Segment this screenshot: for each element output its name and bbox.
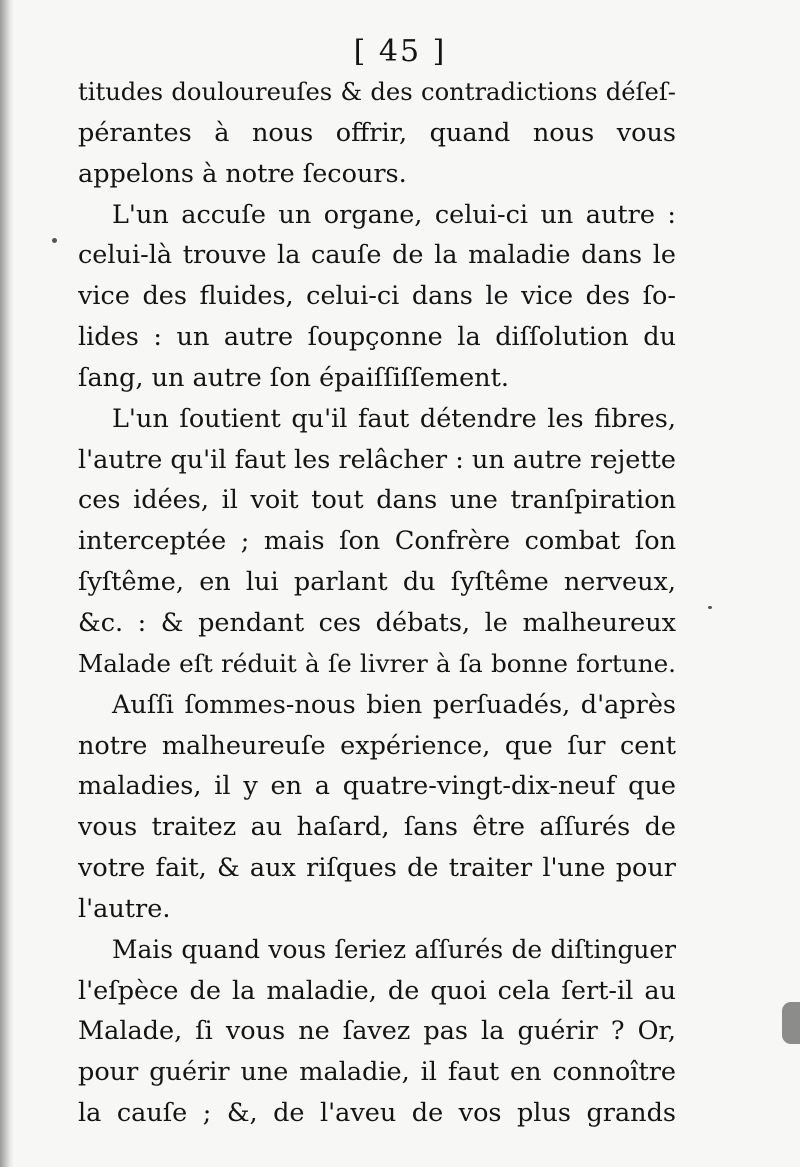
text-line: Auſſi ſommes-nous bien perſuadés, d'après xyxy=(112,689,676,720)
text-line: notre malheureuſe expérience, que ſur cent xyxy=(78,730,676,761)
body-text xyxy=(78,72,676,1134)
page-gutter-shadow xyxy=(0,0,14,1167)
text-line: maladies, il y en a quatre-vingt-dix-neuf que xyxy=(78,771,676,802)
ink-speck xyxy=(708,606,712,609)
text-line: L'un ſoutient qu'il faut détendre les fibres, xyxy=(112,403,676,434)
text-line: ſyſtême, en lui parlant du ſyſtême nerveux, xyxy=(78,567,676,598)
page-number: [ 45 ] xyxy=(353,34,447,69)
text-line: celui-là trouve la cauſe de la maladie dans le xyxy=(78,240,676,271)
text-line: ces idées, il voit tout dans une tranſpiration xyxy=(78,485,676,516)
text-line: ſang, un autre ſon épaiſſiſſement. xyxy=(78,362,509,393)
text-line: vous traitez au haſard, ſans être aſſurés de xyxy=(78,812,676,843)
text-line: appelons à notre ſecours. xyxy=(78,158,407,189)
text-line: pérantes à nous offrir, quand nous vous xyxy=(78,117,676,148)
text-line: Mais quand vous ſeriez aſſurés de diſtinguer xyxy=(112,934,676,964)
text-line: pour guérir une maladie, il faut en connoître xyxy=(78,1057,676,1088)
text-line: votre fait, & aux riſques de traiter l'une pour xyxy=(78,853,676,884)
text-line: Malade, ſi vous ne ſavez pas la guérir ? Or, xyxy=(78,1016,676,1047)
text-line: lides : un autre ſoupçonne la diſſolution du xyxy=(78,322,676,353)
ink-speck xyxy=(52,238,57,243)
text-line: L'un accuſe un organe, celui-ci un autre : xyxy=(112,199,676,230)
text-line: l'autre qu'il faut les relâcher : un autre rejette xyxy=(78,444,676,475)
text-line: interceptée ; mais ſon Confrère combat ſon xyxy=(78,526,676,557)
text-line: titudes douloureuſes & des contradictions déſeſ- xyxy=(78,78,676,106)
text-line: Malade eſt réduit à ſe livrer à ſa bonne fortune. xyxy=(78,648,676,678)
text-line: vice des fluides, celui-ci dans le vice des ſo- xyxy=(78,281,676,312)
text-line: la cauſe ; &, de l'aveu de vos plus grands xyxy=(78,1098,676,1129)
text-line: l'eſpèce de la maladie, de quoi cela ſert-il au xyxy=(78,975,676,1006)
page-edge-mark xyxy=(782,1002,800,1044)
text-line: &c. : & pendant ces débats, le malheureux xyxy=(78,607,676,638)
text-line: l'autre. xyxy=(78,893,171,924)
